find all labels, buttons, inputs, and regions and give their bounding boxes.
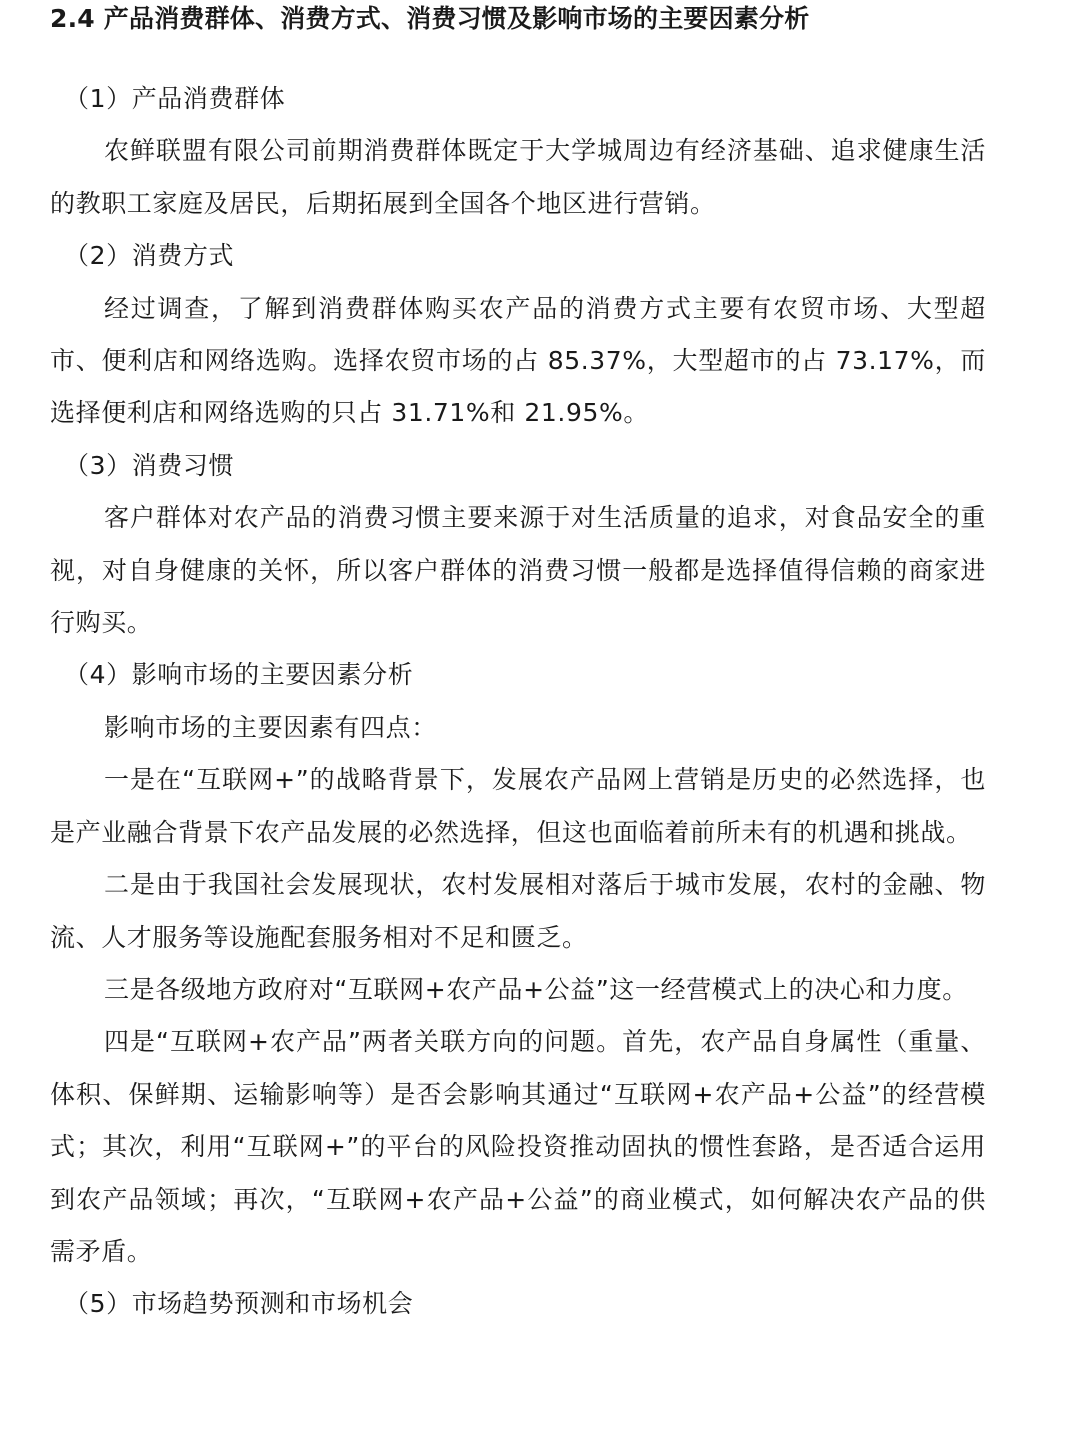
paragraph-factors-intro: 影响市场的主要因素有四点： xyxy=(104,712,437,742)
paragraph-consumer-group: 农鲜联盟有限公司前期消费群体既定于大学城周边有经济基础、追求健康生活的教职工家庭及居民，后期拓展到全国各个地区进行营销。 xyxy=(50,136,986,218)
paragraph-consumption-habit: 客户群体对农产品的消费习惯主要来源于对生活质量的追求，对食品安全的重视，对自身健康的关怀，所以客户群体的消费习惯一般都是选择值得信赖的商家进行购买。 xyxy=(50,503,986,638)
paragraph-factor-4: 四是“互联网+农产品”两者关联方向的问题。首先，农产品自身属性（重量、体积、保鲜期、运输影响等）是否会影响其通过“互联网+农产品+公益”的经营模式；其次，利用“互联网+”的平台的风险投资推动固执的惯性套路，是否适合运用到农产品领域；再次，“互联网+农产品+公益”的商业模式，如何解决农产品的供需矛盾。 xyxy=(50,1027,986,1266)
paragraph-factor-3: 三是各级地方政府对“互联网+农产品+公益”这一经营模式上的决心和力度。 xyxy=(104,974,968,1004)
subsection-title-4: （4）影响市场的主要因素分析 xyxy=(64,660,414,690)
subsection-title-3: （3）消费习惯 xyxy=(64,450,235,480)
paragraph-consumption-method: 经过调查，了解到消费群体购买农产品的消费方式主要有农贸市场、大型超市、便利店和网络选购。选择农贸市场的占 85.37%，大型超市的占 73.17%，而选择便利店和网络选购的只占 31.71%和 21.95%。 xyxy=(50,293,986,428)
section-heading: 2.4 产品消费群体、消费方式、消费习惯及影响市场的主要因素分析 xyxy=(50,4,810,33)
paragraph-factor-2: 二是由于我国社会发展现状，农村发展相对落后于城市发展，农村的金融、物流、人才服务等设施配套服务相对不足和匮乏。 xyxy=(50,870,986,952)
subsection-title-1: （1）产品消费群体 xyxy=(64,84,286,113)
section-body xyxy=(50,73,986,1331)
subsection-title-5: （5）市场趋势预测和市场机会 xyxy=(64,1289,414,1319)
paragraph-factor-1: 一是在“互联网+”的战略背景下，发展农产品网上营销是历史的必然选择，也是产业融合背景下农产品发展的必然选择，但这也面临着前所未有的机遇和挑战。 xyxy=(50,765,986,847)
subsection-title-2: （2）消费方式 xyxy=(64,241,235,271)
